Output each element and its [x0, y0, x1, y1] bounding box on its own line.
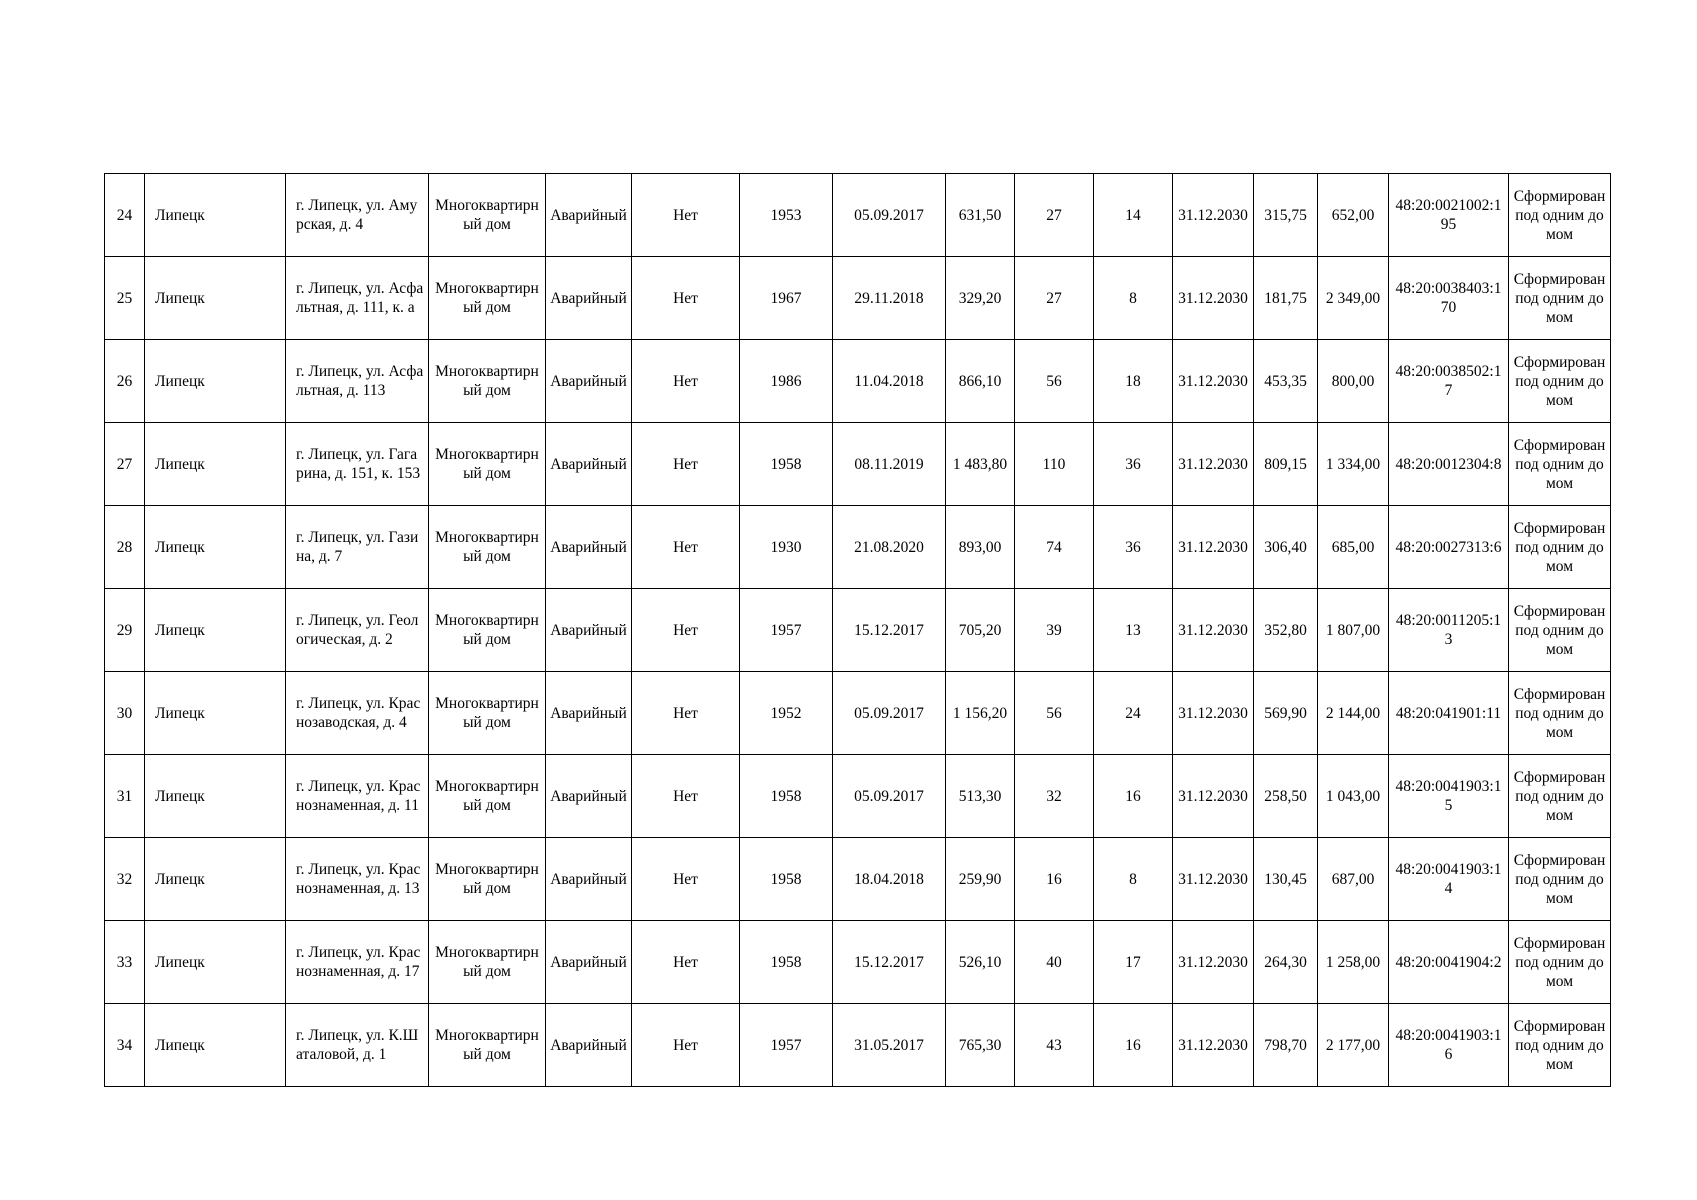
total-area-cell: 526,10 [946, 921, 1015, 1004]
apartments-count-cell: 16 [1094, 1004, 1173, 1087]
city-cell: Липецк [145, 589, 286, 672]
land-plot-note-cell: Сформирован под одним домом [1509, 755, 1611, 838]
land-plot-note-cell: Сформирован под одним домом [1509, 921, 1611, 1004]
apartments-count-cell: 13 [1094, 589, 1173, 672]
land-area-cell: 1 258,00 [1318, 921, 1389, 1004]
total-area-cell: 631,50 [946, 174, 1015, 257]
residents-count-cell: 32 [1015, 755, 1094, 838]
recognition-date-cell: 11.04.2018 [833, 340, 946, 423]
living-area-cell: 453,35 [1254, 340, 1318, 423]
cultural-heritage-cell: Нет [632, 1004, 740, 1087]
recognition-date-cell: 29.11.2018 [833, 257, 946, 340]
land-area-cell: 685,00 [1318, 506, 1389, 589]
resettlement-deadline-cell: 31.12.2030 [1173, 423, 1254, 506]
residents-count-cell: 27 [1015, 174, 1094, 257]
land-plot-note-cell: Сформирован под одним домом [1509, 589, 1611, 672]
residents-count-cell: 56 [1015, 340, 1094, 423]
recognition-date-cell: 31.05.2017 [833, 1004, 946, 1087]
total-area-cell: 513,30 [946, 755, 1015, 838]
recognition-date-cell: 18.04.2018 [833, 838, 946, 921]
cadastral-number-cell: 48:20:0011205:13 [1389, 589, 1509, 672]
apartments-count-cell: 8 [1094, 838, 1173, 921]
table-row [105, 506, 1611, 589]
living-area-cell: 264,30 [1254, 921, 1318, 1004]
cultural-heritage-cell: Нет [632, 506, 740, 589]
land-area-cell: 2 349,00 [1318, 257, 1389, 340]
resettlement-deadline-cell: 31.12.2030 [1173, 672, 1254, 755]
address-cell: г. Липецк, ул. Краснозаводская, д. 4 [286, 672, 429, 755]
residents-count-cell: 56 [1015, 672, 1094, 755]
address-cell: г. Липецк, ул. К.Шаталовой, д. 1 [286, 1004, 429, 1087]
living-area-cell: 306,40 [1254, 506, 1318, 589]
condition-cell: Аварийный [546, 1004, 632, 1087]
cadastral-number-cell: 48:20:041901:11 [1389, 672, 1509, 755]
building-type-cell: Многоквартирный дом [429, 340, 546, 423]
building-type-cell: Многоквартирный дом [429, 589, 546, 672]
residents-count-cell: 74 [1015, 506, 1094, 589]
total-area-cell: 1 483,80 [946, 423, 1015, 506]
cultural-heritage-cell: Нет [632, 257, 740, 340]
resettlement-deadline-cell: 31.12.2030 [1173, 921, 1254, 1004]
cultural-heritage-cell: Нет [632, 921, 740, 1004]
city-cell: Липецк [145, 838, 286, 921]
recognition-date-cell: 21.08.2020 [833, 506, 946, 589]
building-type-cell: Многоквартирный дом [429, 506, 546, 589]
table-row [105, 340, 1611, 423]
land-plot-note-cell: Сформирован под одним домом [1509, 174, 1611, 257]
cadastral-number-cell: 48:20:0041903:15 [1389, 755, 1509, 838]
total-area-cell: 765,30 [946, 1004, 1015, 1087]
land-plot-note-cell: Сформирован под одним домом [1509, 672, 1611, 755]
table-row [105, 423, 1611, 506]
land-plot-note-cell: Сформирован под одним домом [1509, 506, 1611, 589]
cultural-heritage-cell: Нет [632, 423, 740, 506]
table-row [105, 672, 1611, 755]
cadastral-number-cell: 48:20:0021002:195 [1389, 174, 1509, 257]
residents-count-cell: 16 [1015, 838, 1094, 921]
residents-count-cell: 27 [1015, 257, 1094, 340]
build-year-cell: 1957 [740, 1004, 833, 1087]
condition-cell: Аварийный [546, 174, 632, 257]
condition-cell: Аварийный [546, 506, 632, 589]
living-area-cell: 352,80 [1254, 589, 1318, 672]
row-number-cell: 28 [105, 506, 145, 589]
row-number-cell: 27 [105, 423, 145, 506]
resettlement-deadline-cell: 31.12.2030 [1173, 838, 1254, 921]
row-number-cell: 32 [105, 838, 145, 921]
residents-count-cell: 40 [1015, 921, 1094, 1004]
build-year-cell: 1958 [740, 755, 833, 838]
total-area-cell: 893,00 [946, 506, 1015, 589]
condition-cell: Аварийный [546, 755, 632, 838]
table-row [105, 838, 1611, 921]
building-type-cell: Многоквартирный дом [429, 672, 546, 755]
row-number-cell: 31 [105, 755, 145, 838]
cultural-heritage-cell: Нет [632, 672, 740, 755]
city-cell: Липецк [145, 1004, 286, 1087]
cultural-heritage-cell: Нет [632, 838, 740, 921]
row-number-cell: 34 [105, 1004, 145, 1087]
building-type-cell: Многоквартирный дом [429, 423, 546, 506]
land-area-cell: 687,00 [1318, 838, 1389, 921]
housing-registry-table [104, 173, 1611, 1087]
land-plot-note-cell: Сформирован под одним домом [1509, 423, 1611, 506]
build-year-cell: 1953 [740, 174, 833, 257]
build-year-cell: 1958 [740, 921, 833, 1004]
living-area-cell: 258,50 [1254, 755, 1318, 838]
cadastral-number-cell: 48:20:0027313:6 [1389, 506, 1509, 589]
building-type-cell: Многоквартирный дом [429, 755, 546, 838]
building-type-cell: Многоквартирный дом [429, 921, 546, 1004]
table-row [105, 1004, 1611, 1087]
build-year-cell: 1957 [740, 589, 833, 672]
recognition-date-cell: 05.09.2017 [833, 672, 946, 755]
condition-cell: Аварийный [546, 672, 632, 755]
condition-cell: Аварийный [546, 921, 632, 1004]
address-cell: г. Липецк, ул. Асфальтная, д. 111, к. а [286, 257, 429, 340]
cadastral-number-cell: 48:20:0041903:16 [1389, 1004, 1509, 1087]
apartments-count-cell: 24 [1094, 672, 1173, 755]
address-cell: г. Липецк, ул. Краснознаменная, д. 13 [286, 838, 429, 921]
apartments-count-cell: 8 [1094, 257, 1173, 340]
table-row [105, 589, 1611, 672]
city-cell: Липецк [145, 423, 286, 506]
land-area-cell: 800,00 [1318, 340, 1389, 423]
land-area-cell: 2 144,00 [1318, 672, 1389, 755]
recognition-date-cell: 08.11.2019 [833, 423, 946, 506]
total-area-cell: 1 156,20 [946, 672, 1015, 755]
row-number-cell: 29 [105, 589, 145, 672]
build-year-cell: 1930 [740, 506, 833, 589]
address-cell: г. Липецк, ул. Гагарина, д. 151, к. 153 [286, 423, 429, 506]
cultural-heritage-cell: Нет [632, 755, 740, 838]
condition-cell: Аварийный [546, 838, 632, 921]
resettlement-deadline-cell: 31.12.2030 [1173, 589, 1254, 672]
total-area-cell: 329,20 [946, 257, 1015, 340]
city-cell: Липецк [145, 755, 286, 838]
row-number-cell: 25 [105, 257, 145, 340]
city-cell: Липецк [145, 506, 286, 589]
apartments-count-cell: 36 [1094, 506, 1173, 589]
build-year-cell: 1958 [740, 423, 833, 506]
address-cell: г. Липецк, ул. Краснознаменная, д. 17 [286, 921, 429, 1004]
recognition-date-cell: 15.12.2017 [833, 589, 946, 672]
residents-count-cell: 110 [1015, 423, 1094, 506]
resettlement-deadline-cell: 31.12.2030 [1173, 506, 1254, 589]
land-area-cell: 652,00 [1318, 174, 1389, 257]
living-area-cell: 798,70 [1254, 1004, 1318, 1087]
resettlement-deadline-cell: 31.12.2030 [1173, 1004, 1254, 1087]
condition-cell: Аварийный [546, 340, 632, 423]
land-plot-note-cell: Сформирован под одним домом [1509, 257, 1611, 340]
residents-count-cell: 39 [1015, 589, 1094, 672]
build-year-cell: 1967 [740, 257, 833, 340]
recognition-date-cell: 15.12.2017 [833, 921, 946, 1004]
row-number-cell: 30 [105, 672, 145, 755]
recognition-date-cell: 05.09.2017 [833, 174, 946, 257]
build-year-cell: 1958 [740, 838, 833, 921]
condition-cell: Аварийный [546, 257, 632, 340]
land-area-cell: 1 807,00 [1318, 589, 1389, 672]
land-area-cell: 1 334,00 [1318, 423, 1389, 506]
city-cell: Липецк [145, 257, 286, 340]
address-cell: г. Липецк, ул. Газина, д. 7 [286, 506, 429, 589]
build-year-cell: 1952 [740, 672, 833, 755]
table-row [105, 174, 1611, 257]
land-plot-note-cell: Сформирован под одним домом [1509, 1004, 1611, 1087]
table-row [105, 755, 1611, 838]
row-number-cell: 33 [105, 921, 145, 1004]
building-type-cell: Многоквартирный дом [429, 838, 546, 921]
city-cell: Липецк [145, 340, 286, 423]
apartments-count-cell: 17 [1094, 921, 1173, 1004]
cadastral-number-cell: 48:20:0038502:17 [1389, 340, 1509, 423]
land-plot-note-cell: Сформирован под одним домом [1509, 340, 1611, 423]
residents-count-cell: 43 [1015, 1004, 1094, 1087]
table-row [105, 921, 1611, 1004]
cadastral-number-cell: 48:20:0038403:170 [1389, 257, 1509, 340]
building-type-cell: Многоквартирный дом [429, 174, 546, 257]
resettlement-deadline-cell: 31.12.2030 [1173, 174, 1254, 257]
land-area-cell: 1 043,00 [1318, 755, 1389, 838]
apartments-count-cell: 16 [1094, 755, 1173, 838]
total-area-cell: 866,10 [946, 340, 1015, 423]
recognition-date-cell: 05.09.2017 [833, 755, 946, 838]
apartments-count-cell: 14 [1094, 174, 1173, 257]
living-area-cell: 181,75 [1254, 257, 1318, 340]
condition-cell: Аварийный [546, 423, 632, 506]
total-area-cell: 259,90 [946, 838, 1015, 921]
living-area-cell: 809,15 [1254, 423, 1318, 506]
row-number-cell: 24 [105, 174, 145, 257]
resettlement-deadline-cell: 31.12.2030 [1173, 755, 1254, 838]
city-cell: Липецк [145, 672, 286, 755]
resettlement-deadline-cell: 31.12.2030 [1173, 340, 1254, 423]
building-type-cell: Многоквартирный дом [429, 1004, 546, 1087]
living-area-cell: 569,90 [1254, 672, 1318, 755]
address-cell: г. Липецк, ул. Амурская, д. 4 [286, 174, 429, 257]
land-area-cell: 2 177,00 [1318, 1004, 1389, 1087]
apartments-count-cell: 36 [1094, 423, 1173, 506]
address-cell: г. Липецк, ул. Асфальтная, д. 113 [286, 340, 429, 423]
cultural-heritage-cell: Нет [632, 174, 740, 257]
cadastral-number-cell: 48:20:0012304:8 [1389, 423, 1509, 506]
cadastral-number-cell: 48:20:0041903:14 [1389, 838, 1509, 921]
cultural-heritage-cell: Нет [632, 589, 740, 672]
address-cell: г. Липецк, ул. Геологическая, д. 2 [286, 589, 429, 672]
build-year-cell: 1986 [740, 340, 833, 423]
cultural-heritage-cell: Нет [632, 340, 740, 423]
apartments-count-cell: 18 [1094, 340, 1173, 423]
living-area-cell: 315,75 [1254, 174, 1318, 257]
building-type-cell: Многоквартирный дом [429, 257, 546, 340]
cadastral-number-cell: 48:20:0041904:2 [1389, 921, 1509, 1004]
row-number-cell: 26 [105, 340, 145, 423]
land-plot-note-cell: Сформирован под одним домом [1509, 838, 1611, 921]
table-row [105, 257, 1611, 340]
address-cell: г. Липецк, ул. Краснознаменная, д. 11 [286, 755, 429, 838]
city-cell: Липецк [145, 921, 286, 1004]
table-body [105, 174, 1611, 1087]
living-area-cell: 130,45 [1254, 838, 1318, 921]
condition-cell: Аварийный [546, 589, 632, 672]
city-cell: Липецк [145, 174, 286, 257]
total-area-cell: 705,20 [946, 589, 1015, 672]
resettlement-deadline-cell: 31.12.2030 [1173, 257, 1254, 340]
